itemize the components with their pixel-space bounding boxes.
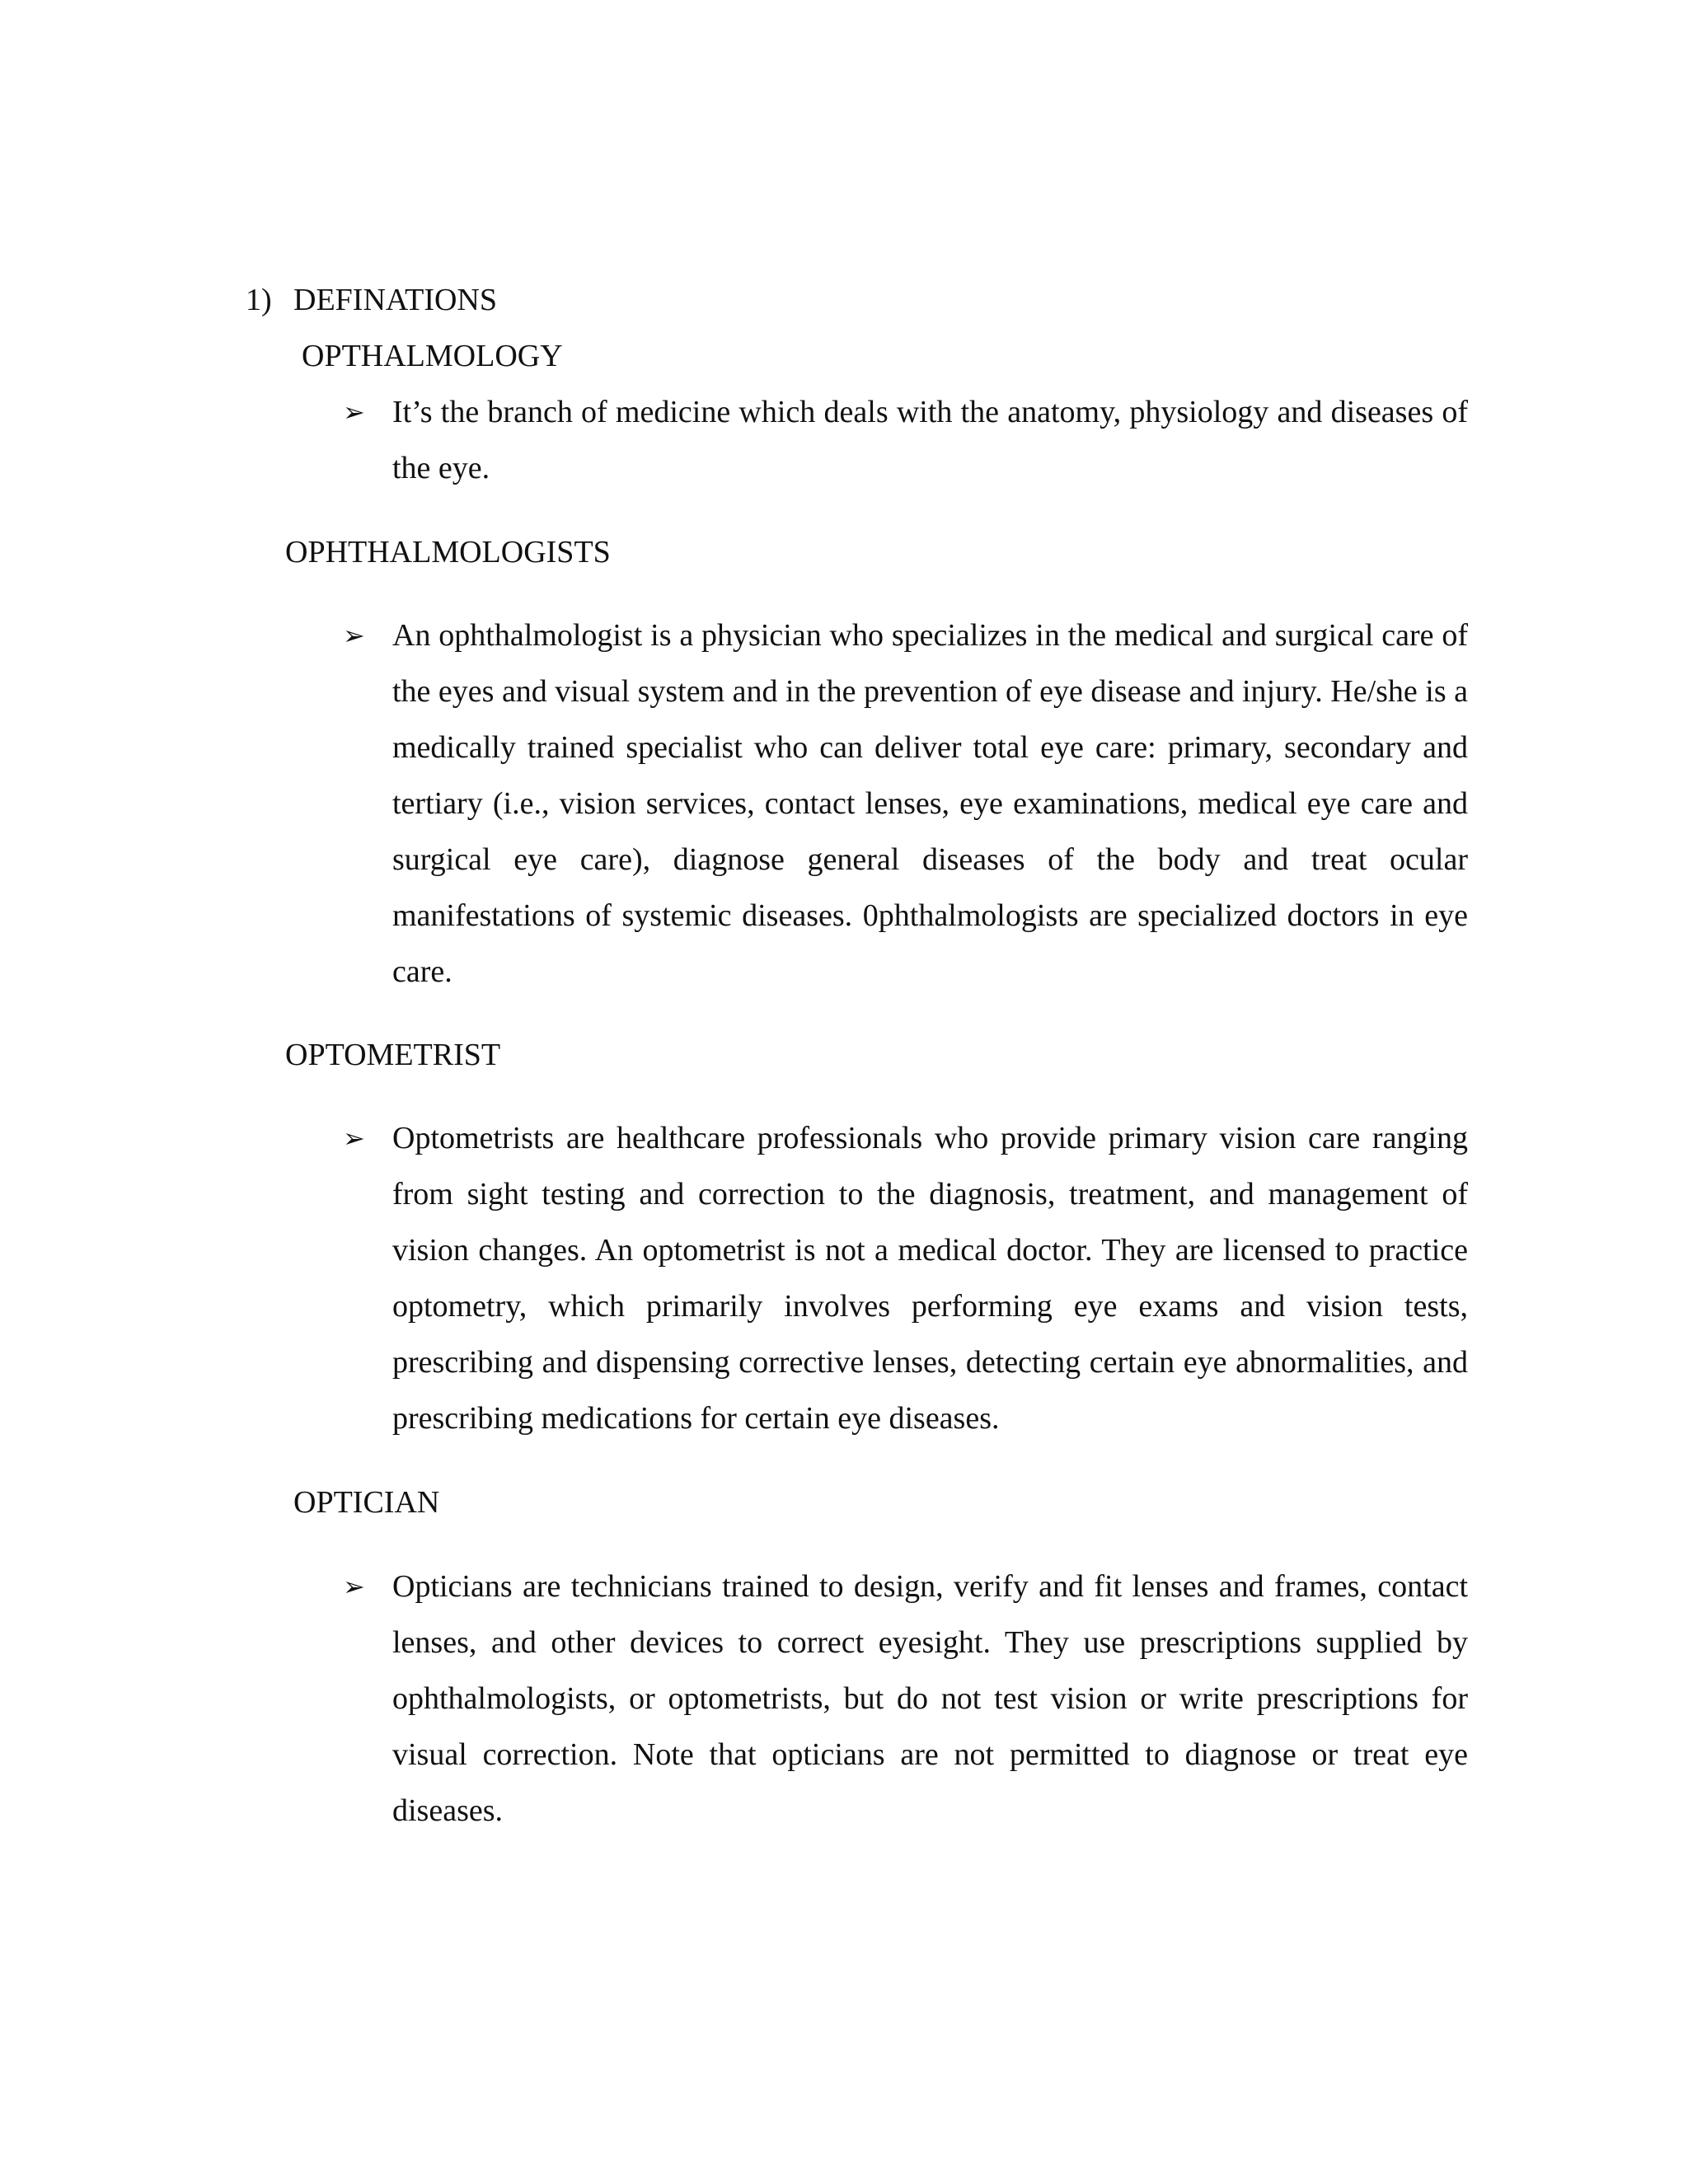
entry-heading-optometrist: OPTOMETRIST — [285, 1038, 501, 1072]
entry-heading-opthalmology: OPTHALMOLOGY — [302, 339, 563, 373]
entry-text-optometrist: Optometrists are healthcare professionals who provide primary vision care ranging from sight testing and correction to the diagnosis, treatment, and management of vision changes. An optometrist is not a medical doctor. They are licensed to practice optometry, which primarily involves performing eye exams and vision tests, prescribing and dispensing corrective lenses, detecting certain eye abnormalities, and prescribing medications for certain eye diseases. — [392, 1121, 1468, 1436]
entry-text-opthalmology: It’s the branch of medicine which deals with the anatomy, physiology and diseases of the eye. — [392, 395, 1468, 485]
entry-heading-ophthalmologists: OPHTHALMOLOGISTS — [285, 535, 611, 569]
section-title: DEFINATIONS — [293, 283, 497, 317]
bullet-arrow-icon: ➢ — [343, 397, 365, 427]
entry-text-ophthalmologists: An ophthalmologist is a physician who specializes in the medical and surgical care of the eyes and visual system and in the prevention of eye disease and injury. He/she is a medically trained specialist who can deliver total eye care: primary, secondary and tertiary (i.e., vision services, contact lenses, eye examinations, medical eye care and surgical eye care), diagnose general diseases of the body and treat ocular manifestations of systemic diseases. 0phthalmologists are specialized doctors in eye care. — [392, 618, 1469, 989]
bullet-arrow-icon: ➢ — [343, 1123, 365, 1153]
entry-heading-optician: OPTICIAN — [293, 1485, 440, 1520]
entry-text-optician: Opticians are technicians trained to design, verify and fit lenses and frames, contact lenses, and other devices to correct eyesight. They use prescriptions supplied by ophthalmologists, or optometrists, but do not test vision or write prescriptions for visual correction. Note that opticians are not permitted to diagnose or treat eye diseases. — [392, 1569, 1468, 1828]
section-number: 1) — [246, 283, 272, 317]
bullet-arrow-icon: ➢ — [343, 1572, 365, 1601]
bullet-arrow-icon: ➢ — [343, 621, 365, 650]
